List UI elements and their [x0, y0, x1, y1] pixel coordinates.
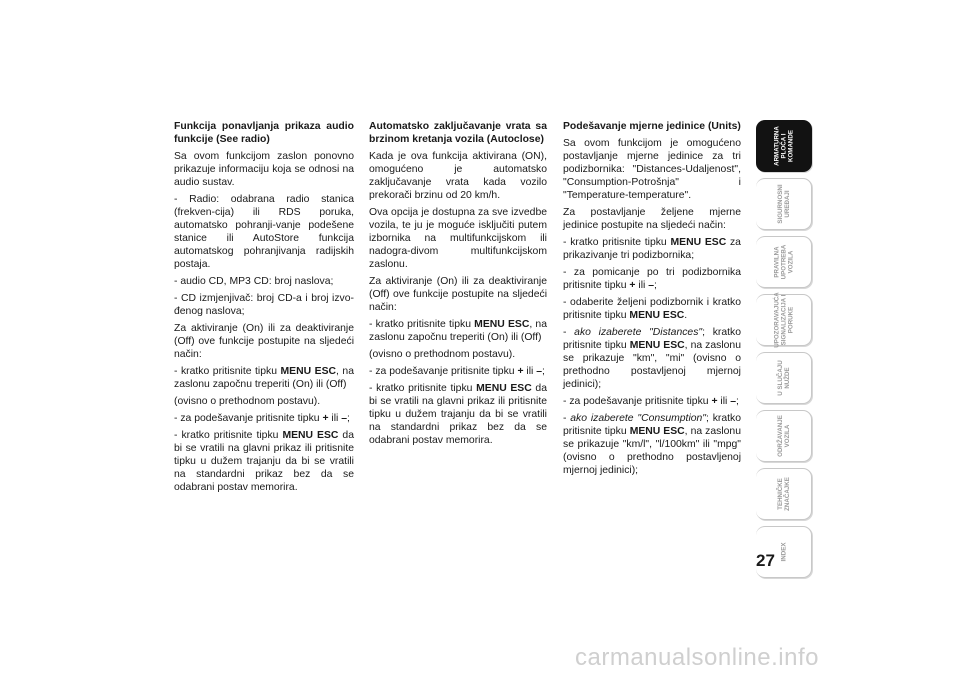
paragraph: Kada je ova funkcija aktivirana (ON), omogućeno je automatsko zaključavanje vrata kada vozilo prekorači brzinu od 20 km/h.: [369, 151, 547, 201]
tab-u-slucaju-nuzde[interactable]: [756, 352, 812, 404]
section-heading-autoclose: Automatsko zaključavanje vrata sa brzinom kretanja vozila (Autoclose): [369, 121, 547, 145]
minus-key-label: –: [730, 396, 736, 407]
paragraph: Za aktiviranje (On) ili za deaktiviranje (Off) ove funkcije postupite na sljedeći način:: [369, 276, 547, 313]
section-heading-units: Podešavanje mjerne jedinice (Units): [563, 121, 741, 132]
tab-sigurnosni-uredaji[interactable]: [756, 178, 812, 230]
paragraph: - kratko pritisnite tipku MENU ESC da bi se vratili na glavni prikaz ili pritisnite tipku u dužem trajanju da bi se vratili na standardni prikaz bez da se odabrani postav memorira.: [369, 383, 547, 446]
minus-key-label: –: [648, 280, 654, 291]
tab-label: ARMATURNA PLOČA I KOMANDE: [773, 126, 794, 166]
paragraph: - kratko pritisnite tipku MENU ESC, na zaslonu započnu treperiti (On) ili (Off): [369, 319, 547, 343]
tab-odrzavanje-vozila[interactable]: [756, 410, 812, 462]
tab-label: INDEX: [780, 542, 787, 562]
menu-esc-key-label: MENU ESC: [670, 237, 727, 248]
paragraph: (ovisno o prethodnom postavu).: [174, 396, 321, 407]
tab-pravilna-upotreba[interactable]: [756, 236, 812, 288]
menu-esc-key-label: MENU ESC: [629, 426, 685, 437]
tab-tehnicke-znacajke[interactable]: [756, 468, 812, 520]
paragraph: - za pomicanje po tri podizbornika pritisnite tipku + ili –;: [563, 267, 741, 291]
italic-text: ako izaberete "Distances": [574, 327, 703, 338]
paragraph: - audio CD, MP3 CD: broj naslova;: [174, 276, 334, 287]
paragraph: - kratko pritisnite tipku MENU ESC, na zaslonu započnu treperiti (On) ili (Off): [174, 366, 354, 390]
paragraph: (ovisno o prethodnom postavu).: [369, 349, 516, 360]
menu-esc-key-label: MENU ESC: [629, 310, 685, 321]
tab-label: PRAVILNA UPOTREBA VOZILA: [773, 244, 794, 280]
paragraph: - odaberite željeni podizbornik i kratko pritisnite tipku MENU ESC.: [563, 297, 741, 321]
menu-esc-key-label: MENU ESC: [476, 383, 532, 394]
italic-text: ako izaberete "Consumption": [570, 413, 706, 424]
section-heading-see-radio: Funkcija ponavljanja prikaza audio funkcije (See radio): [174, 121, 354, 145]
minus-key-label: –: [536, 366, 542, 377]
tab-label: ODRŽAVANJE VOZILA: [776, 415, 791, 457]
menu-esc-key-label: MENU ESC: [474, 319, 530, 330]
menu-esc-key-label: MENU ESC: [282, 430, 339, 441]
paragraph: - CD izmjenjivač: broj CD-a i broj izvo-đenog naslova;: [174, 293, 354, 317]
paragraph: Sa ovom funkcijom zaslon ponovno prikazuje informaciju koja se odnosi na audio sustav.: [174, 151, 354, 188]
paragraph: - ako izaberete "Consumption"; kratko pritisnite tipku MENU ESC, na zaslonu se prikazuje "km/l", "l/100km" ili "mpg" (ovisno o prethodno postavljenoj mjernoj jedinici);: [563, 413, 741, 476]
paragraph: Ova opcija je dostupna za sve izvedbe vozila, te ju je moguće isključiti putem izbornika na multifunkcijskom ili nadogra-divom multifunkcijskom zaslonu.: [369, 207, 547, 270]
page-number: 27: [756, 551, 775, 570]
tab-armaturna-ploca[interactable]: [756, 120, 812, 172]
tab-label: UPOZORAVAJUĆA SIGNALIZACIJA I PORUKE: [773, 292, 794, 348]
plus-key-label: +: [517, 366, 524, 377]
text-column-1: [174, 120, 354, 498]
paragraph: - kratko pritisnite tipku MENU ESC da bi se vratili na glavni prikaz ili pritisnite tipku u dužem trajanju da bi se vratili na standardni prikaz bez da se odabrani postav memorira.: [174, 430, 354, 493]
paragraph: - ako izaberete "Distances"; kratko pritisnite tipku MENU ESC, na zaslonu se prikazuje "km", "mi" (ovisno o prethodno postavljenoj mjernoj jedinici);: [563, 327, 741, 390]
text-column-2: [369, 120, 547, 451]
tab-upozoravajuca-signalizacija[interactable]: [756, 294, 812, 346]
plus-key-label: +: [711, 396, 718, 407]
tab-label: SIGURNOSNI UREĐAJI: [776, 184, 791, 224]
menu-esc-key-label: MENU ESC: [280, 366, 337, 377]
text-column-3: [563, 120, 741, 481]
paragraph: - za podešavanje pritisnite tipku + ili –;: [369, 366, 545, 377]
paragraph: - kratko pritisnite tipku MENU ESC za prikazivanje tri podizbornika;: [563, 237, 741, 261]
plus-key-label: +: [322, 413, 329, 424]
paragraph: - za podešavanje pritisnite tipku + ili –;: [174, 413, 350, 424]
tab-label: U SLUČAJU NUŽDE: [776, 360, 791, 396]
tab-label: TEHNIČKE ZNAČAJKE: [776, 477, 791, 511]
minus-key-label: –: [341, 413, 347, 424]
paragraph: Sa ovom funkcijom je omogućeno postavljanje mjerne jedinice za tri podizbornika: "Distances-Udaljenost", "Consumption-Potrošnja" i "Temperature-temperature".: [563, 138, 741, 201]
plus-key-label: +: [629, 280, 636, 291]
menu-esc-key-label: MENU ESC: [629, 340, 685, 351]
chapter-tab-strip: [756, 120, 812, 584]
paragraph: Za postavljanje željene mjerne jedinice postupite na sljedeći način:: [563, 207, 741, 231]
watermark: carmanualsonline.info: [575, 644, 819, 671]
paragraph: - za podešavanje pritisnite tipku + ili –;: [563, 396, 739, 407]
paragraph: Za aktiviranje (On) ili za deaktiviranje (Off) ove funkcije postupite na sljedeći način:: [174, 323, 354, 360]
paragraph: - Radio: odabrana radio stanica (frekven-cija) ili RDS poruka, automatsko pohranji-vanje podešene stanice ili AutoStore funkcija automatskog pohranjivanja radijskih postaja.: [174, 194, 354, 270]
